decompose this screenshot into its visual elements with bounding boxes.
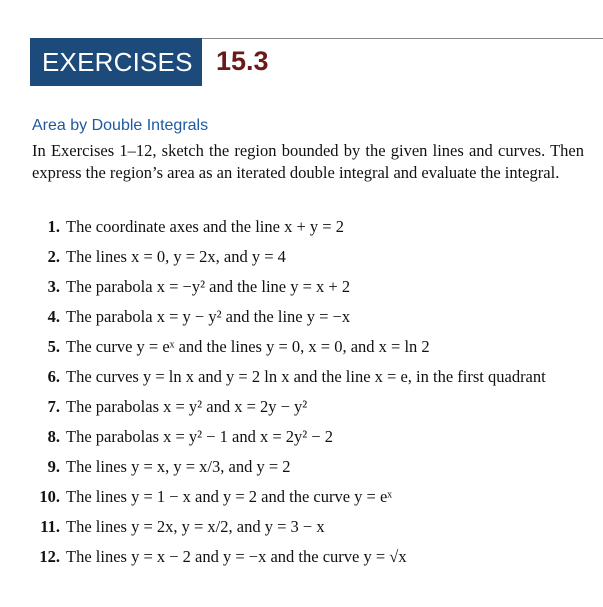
exercise-text: The parabola x = −y² and the line y = x + 2 <box>66 277 351 296</box>
exercise-text: The parabolas x = y² and x = 2y − y² <box>66 397 308 416</box>
exercise-number: 11. <box>40 517 60 536</box>
exercise-number: 12. <box>39 547 60 566</box>
exercise-text: The curve y = eˣ and the lines y = 0, x = 0, and x = ln 2 <box>66 337 430 356</box>
exercise-item <box>32 486 592 508</box>
exercise-text: The parabola x = y − y² and the line y = −x <box>66 307 351 326</box>
exercise-number: 2. <box>47 247 60 266</box>
exercise-item <box>32 396 592 418</box>
exercise-item <box>32 546 592 568</box>
exercise-item <box>32 456 592 478</box>
exercise-item <box>32 336 592 358</box>
exercise-item <box>32 366 592 388</box>
exercise-number: 1. <box>47 217 60 236</box>
exercise-text: The curves y = ln x and y = 2 ln x and the line x = e, in the first quadrant <box>66 367 546 386</box>
exercise-number: 7. <box>47 397 60 416</box>
exercises-header-label: EXERCISES <box>42 47 193 77</box>
section-title: Area by Double Integrals <box>32 117 209 134</box>
exercise-text: The lines y = x − 2 and y = −x and the curve y = √x <box>66 547 407 566</box>
exercise-item <box>32 276 592 298</box>
exercise-number: 5. <box>47 337 60 356</box>
exercise-number: 3. <box>47 277 60 296</box>
exercise-item <box>32 426 592 448</box>
exercise-text: The lines y = x, y = x/3, and y = 2 <box>66 457 291 476</box>
exercise-text: The lines y = 1 − x and y = 2 and the curve y = eˣ <box>66 487 393 506</box>
exercise-number: 9. <box>47 457 60 476</box>
exercise-number: 6. <box>47 367 60 386</box>
exercise-number: 10. <box>39 487 60 506</box>
exercise-number: 4. <box>47 307 60 326</box>
exercise-item <box>32 306 592 328</box>
exercise-text: The lines x = 0, y = 2x, and y = 4 <box>66 247 286 266</box>
exercise-list <box>32 216 592 576</box>
exercise-item <box>32 516 592 538</box>
exercise-item <box>32 216 592 238</box>
exercise-text: The coordinate axes and the line x + y = 2 <box>66 217 344 236</box>
exercise-text: The parabolas x = y² − 1 and x = 2y² − 2 <box>66 427 334 446</box>
exercise-text: The lines y = 2x, y = x/2, and y = 3 − x <box>66 517 325 536</box>
section-intro: In Exercises 1–12, sketch the region bounded by the given lines and curves. Then express the region’s area as an iterated double integral and evaluate the integral. <box>32 141 584 182</box>
exercise-item <box>32 246 592 268</box>
exercise-number: 8. <box>47 427 60 446</box>
section-number: 15.3 <box>216 46 269 76</box>
